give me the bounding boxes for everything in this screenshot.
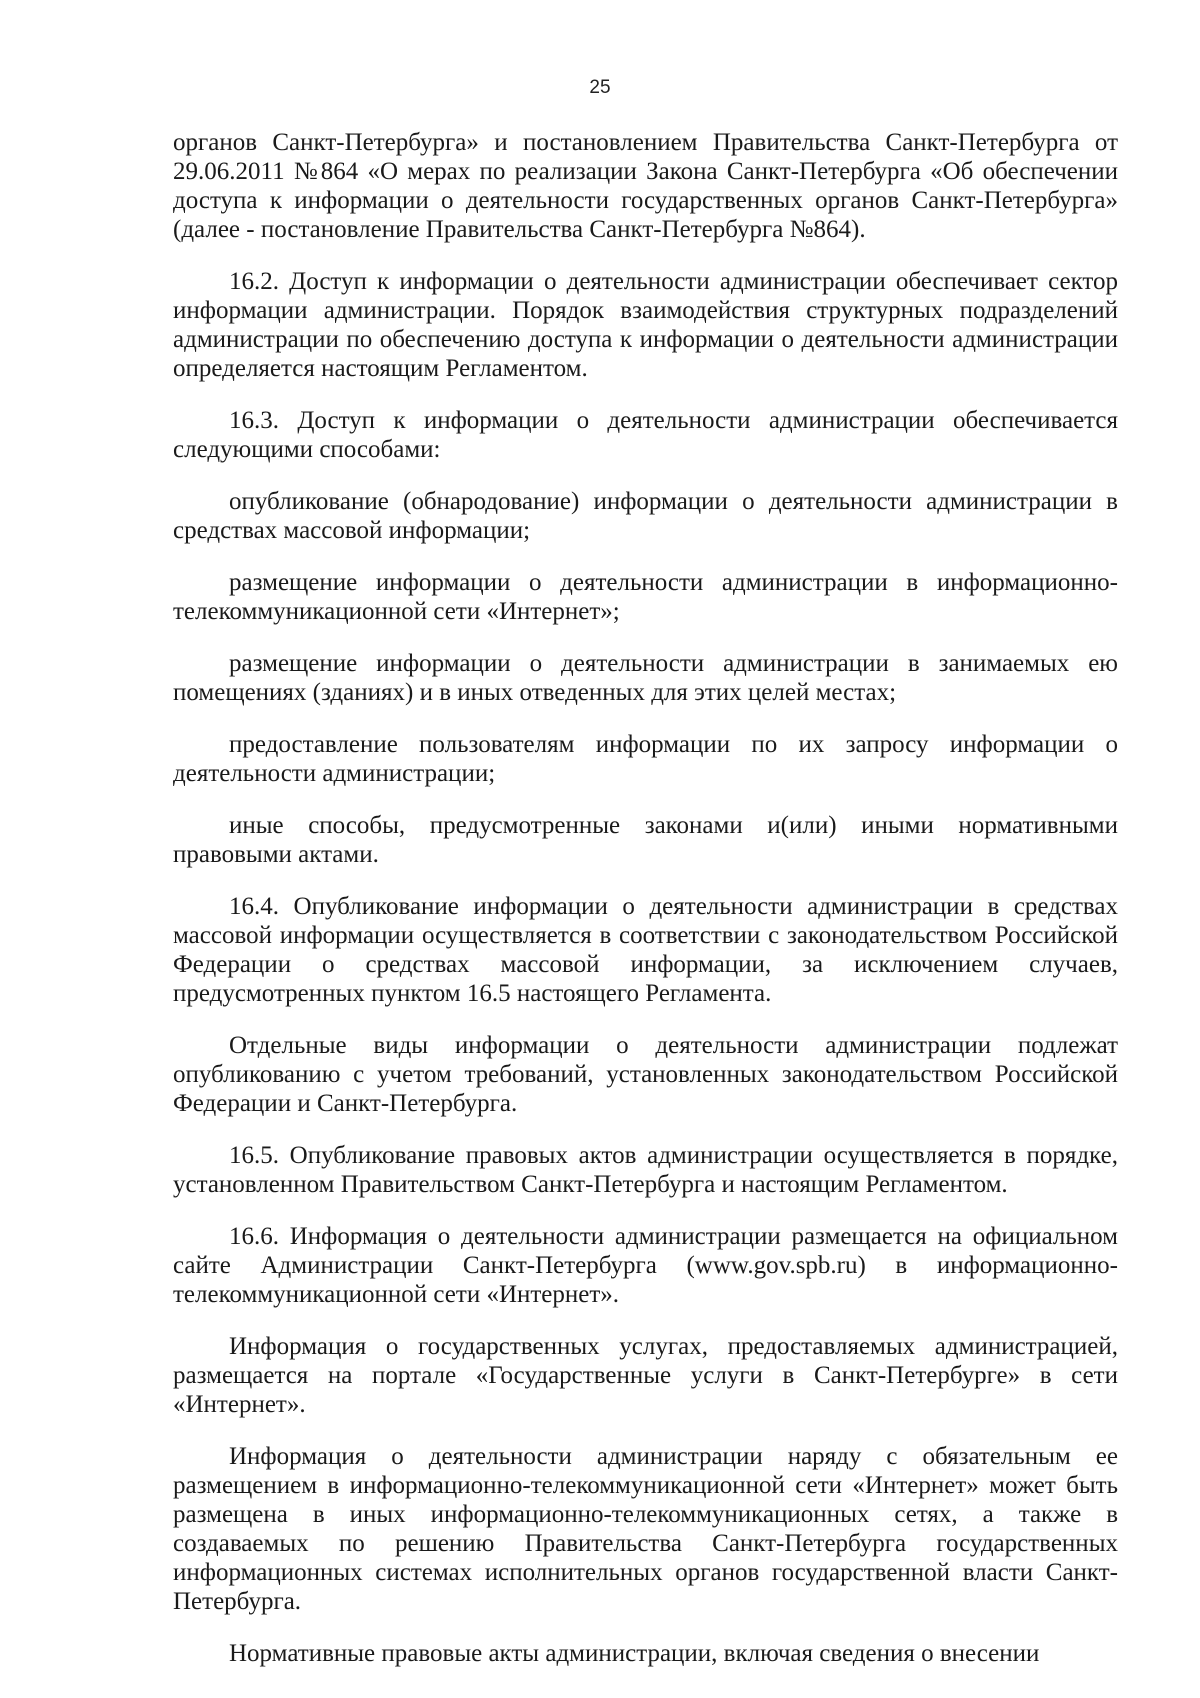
- paragraph-continuation: органов Санкт-Петербурга» и постановлением Правительства Санкт-Петербурга от 29.06.2011 №864 «О мерах по реализации Закона Санкт-Петербурга «Об обеспечении доступа к информации о деятельности государственных органов Санкт-Петербурга» (далее - постановление Правительства Санкт-Петербурга №864).: [173, 129, 1118, 243]
- paragraph-16-4-separate-types: Отдельные виды информации о деятельности администрации подлежат опубликованию с учетом требований, установленных законодательством Российской Федерации и Санкт-Петербурга.: [173, 1032, 1118, 1117]
- paragraph-16-4: 16.4. Опубликование информации о деятельности администрации в средствах массовой информации осуществляется в соответствии с законодательством Российской Федерации о средствах массовой информации, за исключением случаев, предусмотренных пунктом 16.5 настоящего Регламента.: [173, 893, 1118, 1007]
- paragraph-16-6: 16.6. Информация о деятельности администрации размещается на официальном сайте Администрации Санкт-Петербурга (www.gov.spb.ru) в информационно-телекоммуникационной сети «Интернет».: [173, 1223, 1118, 1308]
- page-number: 25: [589, 77, 611, 98]
- list-item-on-request: предоставление пользователям информации по их запросу информации о деятельности администрации;: [173, 731, 1118, 787]
- list-item-other-methods: иные способы, предусмотренные законами и(или) иными нормативными правовыми актами.: [173, 812, 1118, 868]
- paragraph-normative-acts: Нормативные правовые акты администрации, включая сведения о внесении: [229, 1640, 1040, 1667]
- list-item-publication: опубликование (обнародование) информации о деятельности администрации в средствах массовой информации;: [173, 488, 1118, 544]
- paragraph-16-3: 16.3. Доступ к информации о деятельности администрации обеспечивается следующими способами:: [173, 407, 1118, 463]
- list-item-premises: размещение информации о деятельности администрации в занимаемых ею помещениях (зданиях) и в иных отведенных для этих целей местах;: [173, 650, 1118, 706]
- paragraph-16-5: 16.5. Опубликование правовых актов администрации осуществляется в порядке, установленном Правительством Санкт-Петербурга и настоящим Регламентом.: [173, 1142, 1118, 1198]
- list-item-internet: размещение информации о деятельности администрации в информационно-телекоммуникационной сети «Интернет»;: [173, 569, 1118, 625]
- paragraph-16-6-other-networks: Информация о деятельности администрации наряду с обязательным ее размещением в информационно-телекоммуникационной сети «Интернет» может быть размещена в иных информационно-телекоммуникационных сетях, а также в создаваемых по решению Правительства Санкт-Петербурга государственных информационных системах исполнительных органов государственной власти Санкт-Петербурга.: [173, 1443, 1118, 1615]
- document-body: [173, 128, 1118, 1668]
- paragraph-16-6-public-services: Информация о государственных услугах, предоставляемых администрацией, размещается на портале «Государственные услуги в Санкт-Петербурге» в сети «Интернет».: [173, 1333, 1118, 1418]
- paragraph-16-2: 16.2. Доступ к информации о деятельности администрации обеспечивает сектор информации администрации. Порядок взаимодействия структурных подразделений администрации по обеспечению доступа к информации о деятельности администрации определяется настоящим Регламентом.: [173, 268, 1118, 382]
